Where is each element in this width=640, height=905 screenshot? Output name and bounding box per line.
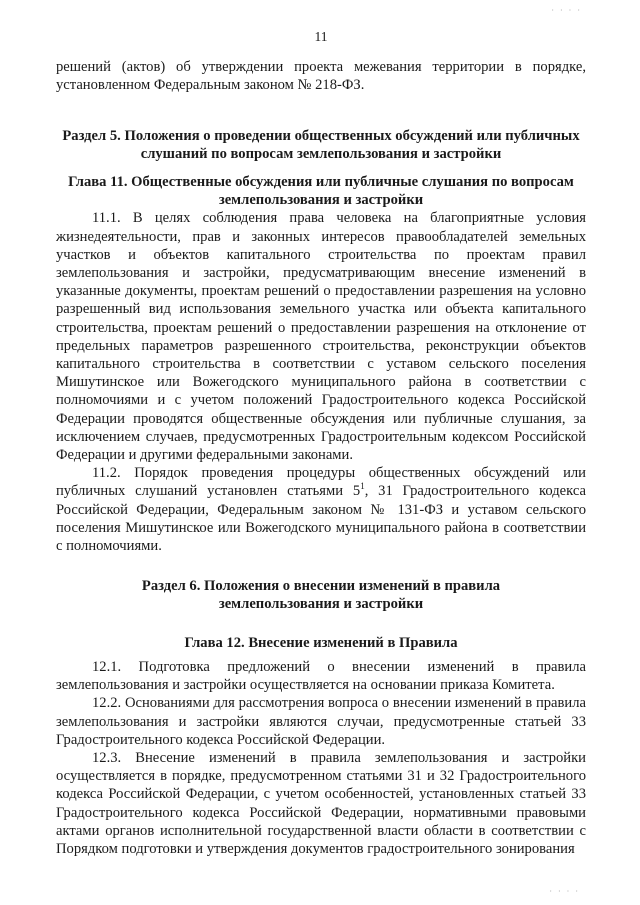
section-5-heading: Раздел 5. Положения о проведении общественных обсуждений или публичных слушаний по вопросам землепользования и застройки	[62, 127, 580, 162]
scan-mark-bottom: · · · ·	[549, 886, 580, 896]
paragraph-11-2-text-start: 11.2. Порядок проведения процедуры общественных обсуждений или публичных слушаний установлен статьями 5	[56, 465, 586, 500]
page-number: 11	[314, 29, 328, 44]
paragraph-12-1: 12.1. Подготовка предложений о внесении изменений в правила землепользования и застройки осуществляется на основании приказа Комитета.	[56, 658, 586, 694]
section-6-heading-line-1: Раздел 6. Положения о внесении изменений в правила	[141, 578, 501, 595]
paragraph-11-2	[56, 464, 586, 555]
chapter-12-heading: Глава 12. Внесение изменений в Правила	[184, 634, 458, 651]
paragraph-11-2-text-end: , 31 Градостроительного кодекса Российской Федерации, Федеральным законом № 131-ФЗ и уставом сельского поселения Мишутинское или Вожегодского муниципального района в соответствии с полномочиями.	[56, 483, 586, 555]
section-6-heading-line-2: землепользования и застройки	[218, 596, 424, 613]
section-6-heading	[56, 577, 586, 613]
intro-paragraph: решений (актов) об утверждении проекта межевания территории в порядке, установленном Федеральным законом № 218-ФЗ.	[56, 59, 586, 94]
document-page	[56, 28, 586, 858]
paragraph-11-1: 11.1. В целях соблюдения права человека на благоприятные условия жизнедеятельности, прав и законных интересов правообладателей земельных участков и объектов капитального строительства по проектам правил землепользования и застройки, предусматривающим внесение изменений в указанные документы, проектам решений о предоставлении разрешения на условно разрешенный вид использования земельного участка или объекта капитального строительства, проектам решений о предоставлении разрешения на отклонение от предельных параметров разрешенного строительства, реконструкции объектов капитального строительства в соответствии с уставом сельского поселения Мишутинское или Вожегодского муниципального района в соответствии с полномочиями и с учетом положений Градостроительного кодекса Российской Федерации проводятся общественные обсуждения или публичные слушания, за исключением случаев, предусмотренных Градостроительным кодексом Российской Федерации и другими федеральными законами.	[56, 210, 586, 464]
paragraph-12-2: 12.2. Основаниями для рассмотрения вопроса о внесении изменений в правила землепользования и застройки являются случаи, предусмотренные статьей 33 Градостроительного кодекса Российской Федерации.	[56, 695, 586, 748]
superscript-article: 1	[360, 481, 365, 492]
chapter-11-heading: Глава 11. Общественные обсуждения или публичные слушания по вопросам землепользования и застройки	[68, 174, 574, 209]
paragraph-12-3: 12.3. Внесение изменений в правила землепользования и застройки осуществляется в порядке, предусмотренном статьями 31 и 32 Градостроительного кодекса Российской Федерации, с учетом особенностей, установленных статьей 33 Градостроительного кодекса Российской Федерации, нормативными правовыми актами органов исполнительной государственной власти области в соответствии с Порядком подготовки и утверждения документов градостроительного зонирования	[56, 749, 586, 857]
scan-mark-top: · · · ·	[551, 6, 582, 15]
